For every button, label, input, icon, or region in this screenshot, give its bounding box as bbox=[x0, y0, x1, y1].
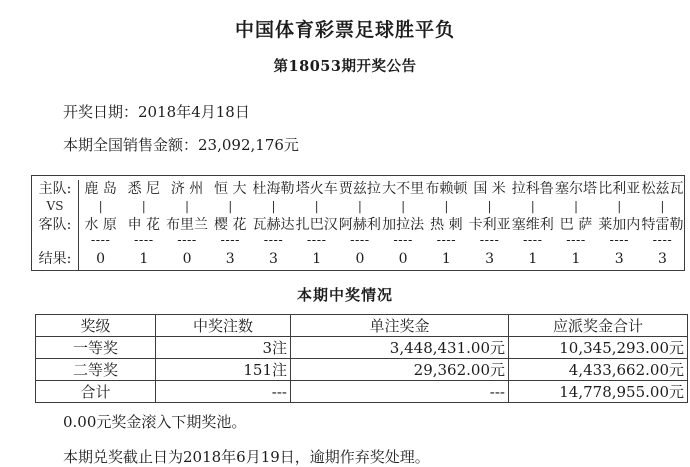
total-prize: 14,778,955.00元 bbox=[509, 381, 688, 403]
match-column bbox=[382, 180, 425, 270]
match-result: 1 bbox=[139, 251, 149, 267]
home-team: 塔火车 bbox=[295, 181, 338, 197]
header-winning-count: 中奖注数 bbox=[156, 315, 291, 337]
home-team: 塞尔塔 bbox=[555, 181, 598, 197]
dash-separator: ---- bbox=[436, 233, 457, 248]
sales-value: 23,092,176元 bbox=[198, 136, 299, 154]
match-column bbox=[598, 180, 641, 270]
dash-separator: ---- bbox=[90, 233, 111, 248]
winning-count: 151注 bbox=[156, 359, 291, 381]
away-team: 布里兰 bbox=[166, 217, 209, 233]
home-team: 松兹瓦 bbox=[641, 181, 684, 197]
prize-row-second bbox=[36, 359, 688, 381]
header-prize-level: 奖级 bbox=[36, 315, 156, 337]
deadline-note: 本期兑奖截止日为2018年6月19日，逾期作弃奖处理。 bbox=[63, 448, 430, 466]
draw-date-line bbox=[63, 101, 690, 122]
match-column bbox=[468, 180, 511, 270]
dash-row-spacer bbox=[32, 235, 78, 248]
match-column bbox=[209, 180, 252, 270]
match-result: 0 bbox=[96, 251, 106, 267]
vs-separator: | bbox=[444, 199, 449, 213]
match-result: 3 bbox=[614, 251, 624, 267]
prize-level: 二等奖 bbox=[36, 359, 156, 381]
home-team: 贾兹拉 bbox=[338, 181, 381, 197]
dash-separator: ---- bbox=[479, 233, 500, 248]
winning-count: --- bbox=[156, 381, 291, 403]
match-result: 3 bbox=[225, 251, 235, 267]
prize-level: 合计 bbox=[36, 381, 156, 403]
dash-separator: ---- bbox=[263, 233, 284, 248]
rollover-note: 0.00元奖金滚入下期奖池。 bbox=[63, 413, 247, 431]
vs-separator: | bbox=[573, 199, 579, 213]
away-row-label: 客队: bbox=[38, 217, 72, 233]
home-team: 大不里 bbox=[382, 181, 425, 197]
dash-separator: ---- bbox=[523, 233, 543, 248]
match-result: 3 bbox=[657, 251, 667, 267]
away-team: 热 刺 bbox=[430, 217, 463, 233]
header-single-prize: 单注奖金 bbox=[291, 315, 509, 337]
match-column bbox=[122, 180, 165, 270]
home-team: 济 州 bbox=[170, 181, 204, 197]
winning-section-title: 本期中奖情况 bbox=[296, 286, 393, 304]
match-column bbox=[554, 180, 597, 270]
prize-table bbox=[35, 314, 688, 403]
vs-separator: | bbox=[357, 199, 362, 213]
vs-separator: | bbox=[271, 199, 276, 213]
total-prize: 4,433,662.00元 bbox=[509, 359, 688, 381]
dash-separator: ---- bbox=[177, 233, 197, 248]
winning-count: 3注 bbox=[156, 337, 291, 359]
vs-separator: | bbox=[487, 199, 492, 213]
vs-separator: | bbox=[314, 199, 319, 213]
match-column bbox=[295, 180, 338, 270]
dash-separator: ---- bbox=[652, 233, 673, 248]
home-team: 比利亚 bbox=[598, 181, 641, 197]
match-results-table bbox=[31, 175, 685, 271]
match-result: 0 bbox=[355, 251, 365, 267]
dash-separator: ---- bbox=[393, 233, 413, 248]
prize-row-total bbox=[36, 381, 688, 403]
result-row-label: 结果: bbox=[38, 251, 72, 267]
sales-amount-line bbox=[63, 134, 690, 155]
page-title: 中国体育彩票足球胜平负 bbox=[234, 19, 455, 41]
dash-separator: ---- bbox=[609, 233, 630, 248]
single-prize: 29,362.00元 bbox=[291, 359, 509, 381]
match-result: 1 bbox=[571, 251, 581, 267]
vs-separator: | bbox=[98, 199, 103, 213]
match-column bbox=[79, 180, 122, 270]
draw-date-label: 开奖日期： bbox=[63, 103, 139, 121]
header-total-prize: 应派奖金合计 bbox=[509, 315, 688, 337]
away-team: 申 花 bbox=[127, 217, 161, 233]
match-column bbox=[641, 180, 684, 270]
prize-level: 一等奖 bbox=[36, 337, 156, 359]
home-team: 恒 大 bbox=[214, 181, 247, 197]
dash-separator: ---- bbox=[306, 233, 327, 248]
match-column bbox=[511, 180, 554, 270]
match-result: 1 bbox=[312, 251, 322, 267]
away-team: 扎巴汉 bbox=[295, 217, 338, 233]
home-row-label: 主队: bbox=[38, 181, 72, 197]
dash-separator: ---- bbox=[350, 233, 370, 248]
vs-row-label: VS bbox=[46, 199, 64, 213]
vs-separator: | bbox=[185, 199, 190, 213]
prize-table-header-row bbox=[36, 315, 688, 337]
vs-separator: | bbox=[228, 199, 233, 213]
home-team: 鹿 岛 bbox=[84, 181, 117, 197]
home-team: 杜海勒 bbox=[252, 181, 295, 197]
dash-separator: ---- bbox=[134, 233, 154, 248]
vs-separator: | bbox=[660, 199, 665, 213]
dash-separator: ---- bbox=[220, 233, 241, 248]
away-team: 卡利亚 bbox=[468, 217, 511, 233]
away-team: 水 原 bbox=[84, 217, 117, 233]
dash-separator: ---- bbox=[566, 233, 586, 248]
total-prize: 10,345,293.00元 bbox=[509, 337, 688, 359]
vs-separator: | bbox=[530, 199, 535, 213]
match-column bbox=[338, 180, 381, 270]
home-team: 国 米 bbox=[473, 181, 506, 197]
sales-label: 本期全国销售金额： bbox=[63, 136, 199, 154]
away-team: 瓦赫达 bbox=[252, 217, 295, 233]
match-result: 3 bbox=[485, 251, 495, 267]
home-team: 悉 尼 bbox=[127, 181, 161, 197]
match-column bbox=[252, 180, 295, 270]
match-result: 1 bbox=[528, 251, 538, 267]
away-team: 加拉法 bbox=[382, 217, 425, 233]
home-team: 布赖顿 bbox=[425, 181, 468, 197]
vs-separator: | bbox=[141, 199, 146, 213]
match-table-row-labels bbox=[32, 180, 79, 270]
match-result: 3 bbox=[269, 251, 278, 267]
draw-date-value: 2018年4月18日 bbox=[138, 103, 250, 121]
match-column bbox=[425, 180, 468, 270]
away-team: 莱加内 bbox=[598, 217, 641, 233]
prize-row-first bbox=[36, 337, 688, 359]
away-team: 樱 花 bbox=[214, 217, 247, 233]
single-prize: 3,448,431.00元 bbox=[291, 337, 509, 359]
away-team: 阿赫利 bbox=[338, 217, 381, 233]
match-column bbox=[165, 180, 208, 270]
away-team: 特雷勒 bbox=[641, 217, 684, 233]
vs-separator: | bbox=[401, 199, 406, 213]
away-team: 巴 萨 bbox=[559, 217, 593, 233]
match-result: 1 bbox=[441, 251, 451, 267]
match-result: 0 bbox=[398, 251, 408, 267]
away-team: 塞维利 bbox=[511, 217, 554, 233]
home-team: 拉科鲁 bbox=[511, 181, 554, 197]
issue-subtitle: 第18053期开奖公告 bbox=[273, 58, 417, 75]
vs-separator: | bbox=[617, 199, 622, 213]
single-prize: --- bbox=[291, 381, 509, 403]
match-result: 0 bbox=[182, 251, 192, 267]
